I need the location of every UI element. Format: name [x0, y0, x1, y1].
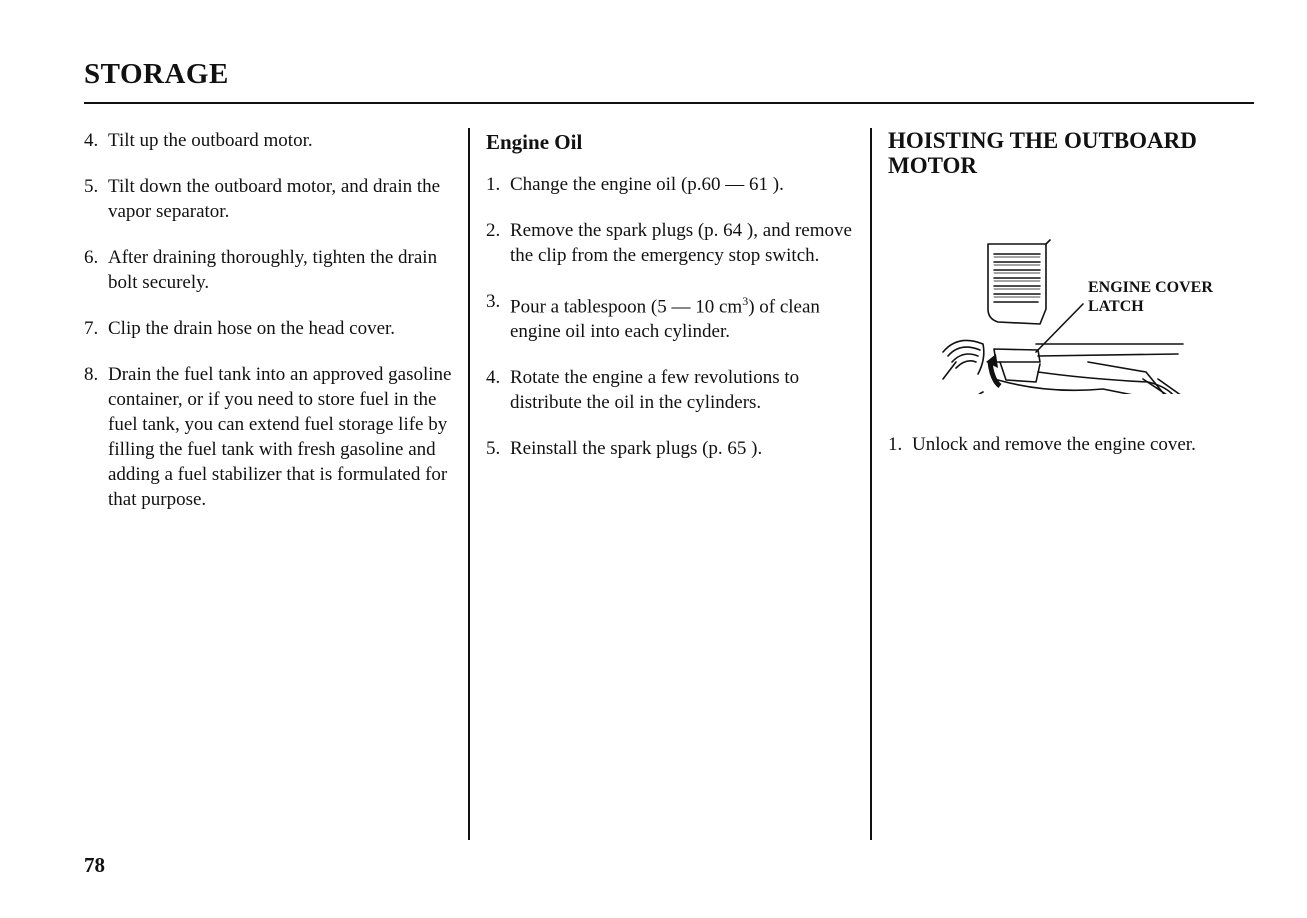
step-text: Change the engine oil (p.60 — 61 ). [510, 174, 784, 195]
step-text: Tilt up the outboard motor. [108, 130, 313, 151]
column-divider [468, 128, 470, 840]
step-number: 8. [84, 364, 99, 385]
step-list [486, 172, 866, 461]
section-heading: Engine Oil [486, 130, 583, 154]
step-number: 1. [888, 434, 903, 455]
title-rule [84, 102, 1254, 104]
engine-cover-diagram [888, 184, 1268, 394]
step-number: 3. [486, 291, 501, 312]
step-text-part: Pour a tablespoon (5 — 10 cm [510, 296, 743, 318]
callout-latch: LATCH [1088, 298, 1144, 315]
step-list [84, 128, 454, 512]
column-2 [486, 128, 866, 482]
list-item [888, 432, 1268, 457]
list-item [486, 365, 866, 415]
column-1 [84, 128, 454, 533]
list-item [486, 289, 866, 344]
page-number: 78 [84, 853, 105, 877]
step-text: Unlock and remove the engine cover. [912, 434, 1196, 455]
step-number: 5. [486, 438, 501, 460]
callout-engine-cover: ENGINE COVER [1088, 279, 1213, 296]
column-divider [870, 128, 872, 840]
list-item [84, 174, 454, 224]
step-text: Drain the fuel tank into an approved gasoline container, or if you need to store fuel in the fuel tank, you can extend fuel storage life by filling the fuel tank with fresh gasoline and adding a fuel stabilizer that is formulated for that purpose. [108, 364, 452, 510]
step-text: Tilt down the outboard motor, and drain the vapor separator. [108, 176, 441, 222]
list-item [84, 362, 454, 512]
step-number: 7. [84, 318, 99, 339]
step-number: 4. [486, 367, 501, 389]
step-number: 1. [486, 174, 501, 195]
step-text: Remove the spark plugs (p. 64 ), and remove the clip from the emergency stop switch. [510, 220, 852, 266]
list-item [84, 316, 454, 341]
column-3 [888, 128, 1268, 478]
list-item [486, 218, 866, 268]
page-title: STORAGE [84, 58, 229, 90]
section-heading: HOISTING THE OUTBOARD MOTOR [888, 128, 1197, 178]
step-number: 6. [84, 247, 99, 268]
step-text: After draining thoroughly, tighten the drain bolt securely. [108, 247, 438, 293]
step-list [888, 432, 1268, 457]
superscript: 3 [742, 294, 749, 308]
list-item [84, 128, 454, 153]
list-item [486, 436, 866, 461]
list-item [486, 172, 866, 197]
step-number: 4. [84, 130, 99, 151]
step-text: Rotate the engine a few revolutions to distribute the oil in the cylinders. [510, 367, 800, 414]
step-text-part: ) of clean engine oil into each cylinder. [510, 296, 820, 343]
list-item [84, 245, 454, 295]
step-text: Clip the drain hose on the head cover. [108, 318, 396, 339]
step-number: 2. [486, 220, 501, 241]
step-text: Reinstall the spark plugs (p. 65 ). [510, 438, 763, 460]
step-number: 5. [84, 176, 99, 197]
